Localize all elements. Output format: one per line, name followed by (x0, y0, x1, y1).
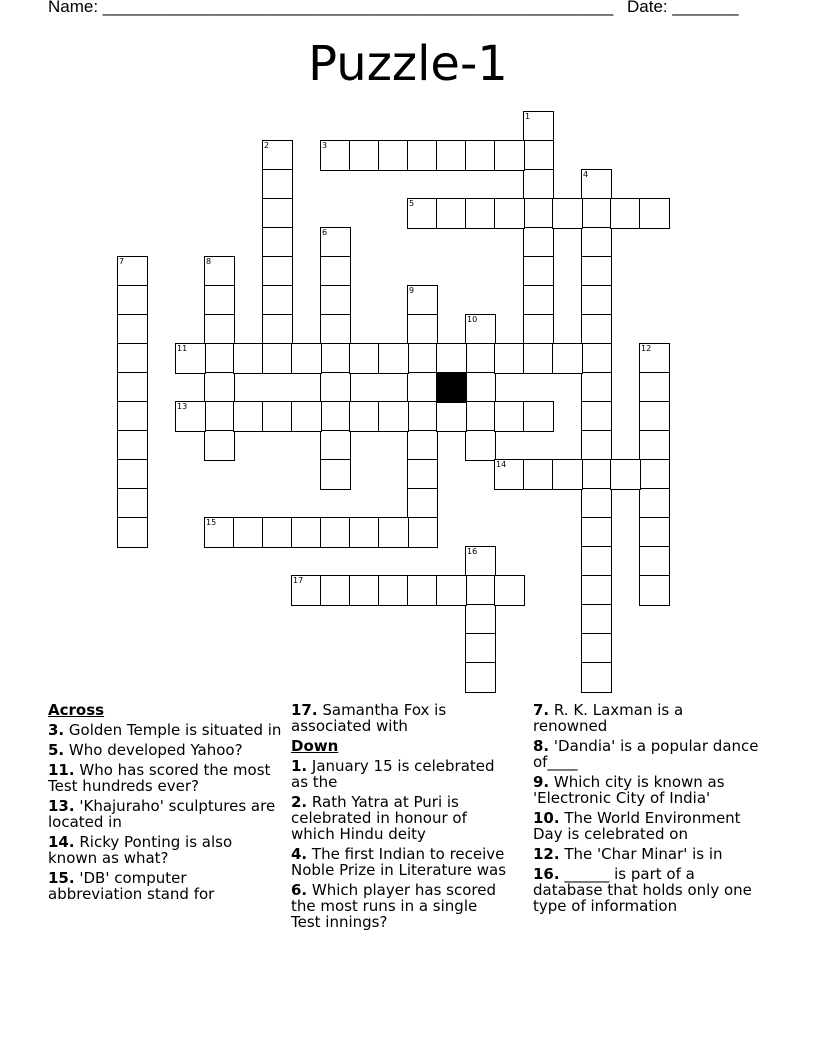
clue-number: 4 (583, 170, 589, 179)
grid-cell[interactable] (117, 372, 148, 403)
grid-cell[interactable] (581, 198, 612, 229)
grid-cell[interactable] (610, 459, 641, 490)
grid-cell[interactable] (581, 604, 612, 635)
name-line: Name: ______________________________________________________ (48, 0, 614, 16)
clue-number: 15 (206, 518, 217, 527)
grid-cell[interactable] (204, 430, 235, 461)
grid-cell[interactable] (581, 401, 612, 432)
grid-cell[interactable] (639, 546, 670, 577)
grid-cell[interactable] (436, 575, 467, 606)
grid-cell[interactable] (204, 285, 235, 316)
grid-cell[interactable] (349, 140, 380, 171)
grid-cell[interactable] (320, 256, 351, 287)
grid-cell[interactable] (117, 430, 148, 461)
grid-cell[interactable] (262, 343, 293, 374)
grid-cell[interactable] (465, 604, 496, 635)
clue-number: 6 (322, 228, 328, 237)
clue-number: 7 (119, 257, 125, 266)
clue-number: 1 (525, 112, 531, 121)
grid-cell[interactable] (494, 343, 525, 374)
grid-cell[interactable] (378, 343, 409, 374)
grid-cell[interactable] (523, 401, 554, 432)
grid-cell[interactable] (117, 488, 148, 519)
grid-cell[interactable] (262, 169, 293, 200)
grid-cell[interactable] (552, 198, 583, 229)
grid-cell[interactable] (117, 459, 148, 490)
grid-cell[interactable] (233, 343, 264, 374)
grid-cell[interactable] (407, 372, 438, 403)
grid-cell[interactable] (436, 198, 467, 229)
grid-cell[interactable] (581, 227, 612, 258)
clue-across-13: 13. 'Khajuraho' sculptures are located in (48, 797, 276, 831)
grid-cell[interactable] (436, 140, 467, 171)
grid-cell[interactable] (407, 343, 438, 374)
clue-number: 17 (293, 576, 304, 585)
grid-cell[interactable] (639, 459, 670, 490)
grid-cell[interactable] (523, 198, 554, 229)
grid-cell[interactable] (262, 314, 293, 345)
clues-column-3 (533, 702, 759, 918)
grid-cell[interactable] (436, 343, 467, 374)
grid-cell[interactable] (465, 633, 496, 664)
grid-cell[interactable] (465, 140, 496, 171)
grid-cell[interactable] (639, 401, 670, 432)
grid-cell[interactable] (523, 256, 554, 287)
grid-cell[interactable] (407, 430, 438, 461)
clue-number: 13 (177, 402, 188, 411)
grid-cell[interactable] (581, 256, 612, 287)
grid-cell[interactable] (407, 575, 438, 606)
grid-cell[interactable] (262, 517, 293, 548)
grid-cell[interactable] (233, 401, 264, 432)
grid-cell[interactable] (523, 459, 554, 490)
clue-across-14: 14. Ricky Ponting is also known as what? (48, 833, 233, 867)
grid-cell[interactable] (465, 198, 496, 229)
clue-number: 16 (467, 547, 478, 556)
grid-cell[interactable] (320, 517, 351, 548)
grid-cell[interactable] (581, 430, 612, 461)
grid-cell[interactable] (349, 517, 380, 548)
grid-cell[interactable] (262, 227, 293, 258)
grid-cell[interactable] (349, 343, 380, 374)
grid-cell[interactable] (465, 372, 496, 403)
grid-cell[interactable] (117, 517, 148, 548)
grid-cell[interactable] (117, 343, 148, 374)
clue-number: 9 (409, 286, 415, 295)
date-line: Date: _______ (627, 0, 739, 16)
grid-cell[interactable] (233, 517, 264, 548)
grid-cell[interactable] (262, 198, 293, 229)
grid-cell[interactable] (262, 285, 293, 316)
grid-cell[interactable] (465, 430, 496, 461)
clue-down-2: 2. Rath Yatra at Puri is celebrated in honour of which Hindu deity (291, 793, 467, 843)
grid-cell[interactable] (581, 343, 612, 374)
clue-down-7: 7. R. K. Laxman is a renowned (533, 701, 684, 735)
grid-cell[interactable] (320, 285, 351, 316)
grid-cell[interactable] (581, 372, 612, 403)
clue-down-1: 1. January 15 is celebrated as the (291, 757, 495, 791)
grid-cell[interactable] (378, 140, 409, 171)
grid-cell[interactable] (639, 517, 670, 548)
grid-cell[interactable] (581, 488, 612, 519)
grid-cell[interactable] (378, 517, 409, 548)
grid-cell[interactable] (639, 575, 670, 606)
grid-cell[interactable] (204, 401, 235, 432)
grid-cell[interactable] (523, 169, 554, 200)
grid-cell[interactable] (204, 343, 235, 374)
clue-number: 8 (206, 257, 212, 266)
grid-cell[interactable] (378, 401, 409, 432)
grid-cell[interactable] (204, 314, 235, 345)
grid-cell[interactable] (494, 140, 525, 171)
grid-cell[interactable] (581, 546, 612, 577)
grid-cell[interactable] (407, 488, 438, 519)
grid-cell[interactable] (581, 285, 612, 316)
clue-down-16: 16. ______ is part of a database that holds only one type of information (533, 865, 752, 915)
grid-cell[interactable] (581, 575, 612, 606)
grid-cell[interactable] (639, 488, 670, 519)
grid-cell[interactable] (407, 140, 438, 171)
clue-down-8: 8. 'Dandia' is a popular dance of____ (533, 737, 759, 771)
clue-across-5: 5. Who developed Yahoo? (48, 741, 243, 759)
clue-down-9: 9. Which city is known as 'Electronic City of India' (533, 773, 725, 807)
grid-cell[interactable] (610, 198, 641, 229)
grid-cell[interactable] (523, 343, 554, 374)
grid-cell[interactable] (262, 256, 293, 287)
grid-cell[interactable] (465, 343, 496, 374)
grid-cell[interactable] (494, 575, 525, 606)
grid-cell[interactable] (320, 343, 351, 374)
grid-cell[interactable] (378, 575, 409, 606)
clue-down-12: 12. The 'Char Minar' is in (533, 845, 723, 863)
clue-number: 5 (409, 199, 415, 208)
grid-cell[interactable] (552, 343, 583, 374)
grid-cell[interactable] (639, 198, 670, 229)
across-heading: Across (48, 701, 105, 719)
grid-cell[interactable] (407, 517, 438, 548)
grid-cell[interactable] (465, 662, 496, 693)
grid-cell[interactable] (320, 459, 351, 490)
grid-cell[interactable] (320, 575, 351, 606)
grid-cell[interactable] (523, 314, 554, 345)
grid-cell[interactable] (291, 517, 322, 548)
grid-cell[interactable] (291, 401, 322, 432)
clue-number: 2 (264, 141, 270, 150)
grid-cell[interactable] (581, 459, 612, 490)
clues-column-1 (48, 702, 284, 906)
grid-cell[interactable] (494, 401, 525, 432)
grid-cell[interactable] (639, 430, 670, 461)
clue-number: 12 (641, 344, 652, 353)
grid-cell[interactable] (581, 633, 612, 664)
clue-number: 10 (467, 315, 478, 324)
grid-cell[interactable] (407, 314, 438, 345)
clues-column-2 (291, 702, 511, 934)
grid-cell[interactable] (407, 401, 438, 432)
grid-cell[interactable] (204, 372, 235, 403)
grid-cell[interactable] (117, 314, 148, 345)
puzzle-title: Puzzle-1 (308, 36, 508, 92)
clue-number: 3 (322, 141, 328, 150)
clue-across-15: 15. 'DB' computer abbreviation stand for (48, 869, 215, 903)
grid-cell[interactable] (436, 401, 467, 432)
grid-cell[interactable] (465, 575, 496, 606)
grid-cell[interactable] (581, 662, 612, 693)
clue-down-10: 10. The World Environment Day is celebrated on (533, 809, 741, 843)
grid-cell[interactable] (552, 459, 583, 490)
grid-cell[interactable] (639, 372, 670, 403)
grid-cell[interactable] (581, 517, 612, 548)
grid-cell[interactable] (262, 401, 293, 432)
grid-cell[interactable] (523, 285, 554, 316)
grid-cell[interactable] (465, 401, 496, 432)
grid-cell[interactable] (523, 140, 554, 171)
grid-cell[interactable] (117, 401, 148, 432)
shaded-cell (436, 372, 467, 403)
clue-number: 11 (177, 344, 188, 353)
clue-number: 14 (496, 460, 507, 469)
grid-cell[interactable] (320, 372, 351, 403)
grid-cell[interactable] (117, 285, 148, 316)
down-heading: Down (291, 737, 339, 755)
clue-across-11: 11. Who has scored the most Test hundreds ever? (48, 761, 271, 795)
grid-cell[interactable] (494, 198, 525, 229)
grid-cell[interactable] (407, 459, 438, 490)
grid-cell[interactable] (320, 314, 351, 345)
clue-down-4: 4. The first Indian to receive Noble Prize in Literature was (291, 845, 507, 879)
grid-cell[interactable] (291, 343, 322, 374)
grid-cell[interactable] (320, 401, 351, 432)
grid-cell[interactable] (349, 401, 380, 432)
grid-cell[interactable] (581, 314, 612, 345)
grid-cell[interactable] (320, 430, 351, 461)
grid-cell[interactable] (523, 227, 554, 258)
grid-cell[interactable] (349, 575, 380, 606)
clue-down-6: 6. Which player has scored the most runs in a single Test innings? (291, 881, 496, 931)
clue-across-3: 3. Golden Temple is situated in (48, 721, 282, 739)
clue-across-17: 17. Samantha Fox is associated with (291, 701, 447, 735)
